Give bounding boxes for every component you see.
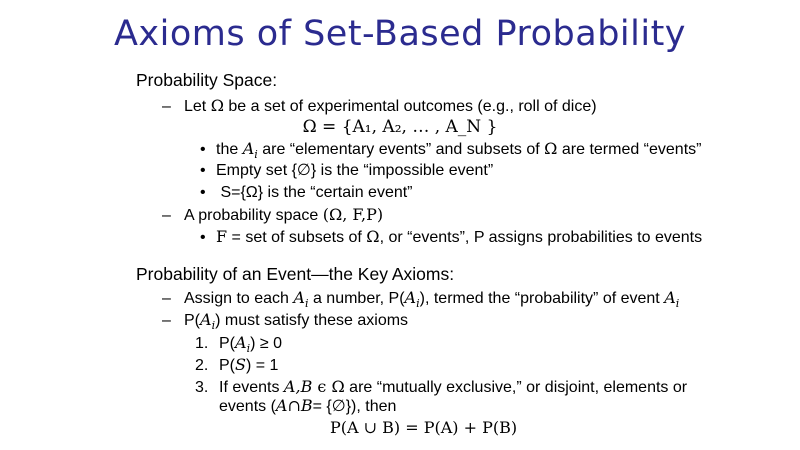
bullet-text-pre: Let: [184, 98, 211, 115]
sub-bullet-f-definition: [200, 227, 702, 248]
math-in-omega: ϵ Ω: [312, 377, 345, 396]
dot-bullet: •: [200, 141, 206, 158]
math-sub-i: i: [246, 342, 251, 356]
text-post: ) ≥ 0: [250, 335, 282, 352]
text-mid: a number, P(: [308, 290, 405, 307]
item-number: 1.: [195, 335, 209, 352]
math-a: A: [293, 288, 305, 307]
sub-bullet-text: Empty set {∅} is the “impossible event”: [216, 162, 494, 179]
math-a: A: [404, 288, 417, 307]
math-sub-i: i: [254, 148, 258, 162]
text-post: , or “events”, P assigns probabilities to events: [379, 229, 703, 246]
sub-bullet-empty-set: [200, 161, 493, 181]
section-heading-key-axioms: Probability of an Event—the Key Axioms:: [136, 264, 455, 284]
dot-bullet: •: [200, 184, 206, 201]
dash-bullet: –: [162, 98, 171, 115]
section-heading-probability-space: Probability Space:: [136, 70, 278, 90]
text-pre: events (: [219, 398, 276, 415]
omega-equation: Ω = {A₁, A₂, … , A_N }: [302, 117, 498, 137]
text-post: = {∅}), then: [312, 398, 397, 415]
math-sub-i: i: [416, 297, 420, 311]
item-number: 2.: [195, 357, 209, 374]
bullet-let-omega: [162, 96, 597, 117]
text-pre: P(: [219, 335, 235, 352]
text-post: ) = 1: [245, 357, 279, 374]
dash-bullet: –: [162, 290, 171, 307]
math-sub-i: i: [675, 297, 680, 311]
math-ab: A,B: [283, 377, 313, 396]
sub-bullet-text: S={Ω} is the “certain event”: [216, 184, 413, 201]
math-f: F: [216, 227, 228, 246]
dot-bullet: •: [200, 229, 206, 246]
dash-bullet: –: [162, 312, 171, 329]
math-triple: (Ω, F,P): [322, 205, 384, 224]
math-sub-i: i: [304, 297, 309, 311]
axiom-item-3-continuation: [219, 396, 396, 417]
item-number: 3.: [195, 379, 209, 396]
text-post: are “mutually exclusive,” or disjoint, elements or: [344, 379, 688, 396]
axiom-item-3: [195, 377, 687, 398]
math-s: S: [235, 355, 246, 374]
additivity-equation: P(A ∪ B) = P(A) + P(B): [330, 418, 518, 437]
text-pre: If events: [219, 379, 284, 396]
text-pre: Assign to each: [184, 290, 294, 307]
text-post: ) must satisfy these axioms: [215, 312, 409, 329]
omega-symbol: Ω: [366, 227, 380, 246]
text-post: are termed “events”: [557, 141, 702, 158]
math-a: A: [664, 288, 676, 307]
bullet-probability-space: [162, 205, 383, 226]
text-pre: the: [216, 141, 243, 158]
slide-title: Axioms of Set-Based Probability: [113, 14, 687, 54]
math-a: A: [242, 139, 255, 158]
math-a: A: [200, 310, 212, 329]
math-sub-i: i: [211, 319, 216, 333]
text: = set of subsets of: [227, 229, 367, 246]
dot-bullet: •: [200, 162, 206, 179]
sub-bullet-certain-event: [200, 183, 413, 203]
omega-symbol: Ω: [210, 96, 224, 115]
omega-symbol: Ω: [544, 139, 558, 158]
text-pre: P(: [219, 357, 235, 374]
text-mid: are “elementary events” and subsets of: [257, 141, 545, 158]
text-post: ), termed the “probability” of event: [419, 290, 665, 307]
bullet-text: A probability space: [184, 207, 323, 224]
math-a: A: [235, 333, 247, 352]
bullet-text: be a set of experimental outcomes (e.g., roll of dice): [223, 98, 597, 115]
dash-bullet: –: [162, 207, 171, 224]
text-pre: P(: [184, 312, 200, 329]
math-intersection: A∩B: [275, 396, 313, 415]
axiom-item-2: [195, 355, 278, 376]
